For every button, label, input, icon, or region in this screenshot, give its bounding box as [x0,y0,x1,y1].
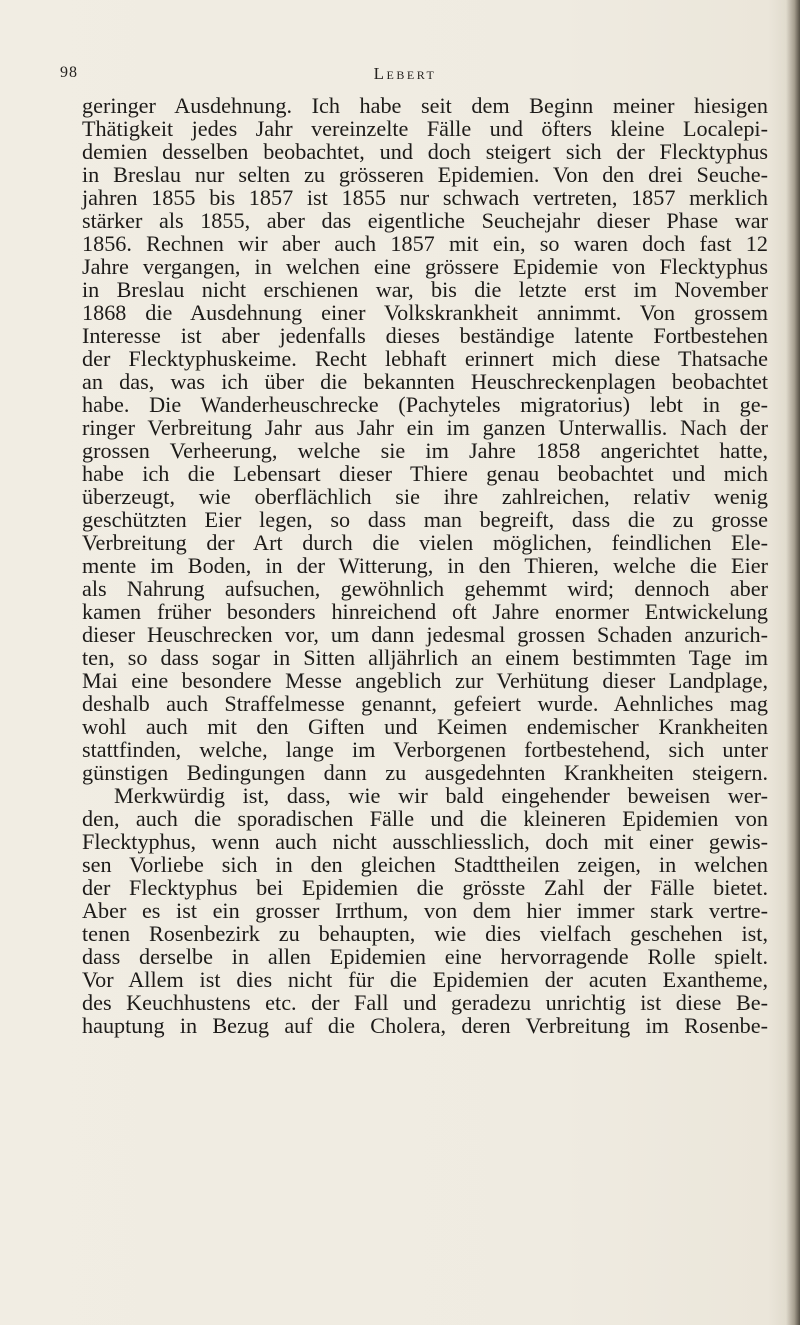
text-line: Flecktyphus, wenn auch nicht ausschliesslich, doch mit einer gewis- [82,829,768,854]
text-line: geschützten Eier legen, so dass man begreift, dass die zu grosse [82,507,768,532]
text-line: demien desselben beobachtet, und doch steigert sich der Flecktyphus [82,139,768,164]
page-header [60,64,750,88]
text-line: in Breslau nur selten zu grösseren Epidemien. Von den drei Seuche- [82,162,768,187]
text-line: tenen Rosenbezirk zu behaupten, wie dies vielfach geschehen ist, [82,921,768,946]
paragraph-first-line: Merkwürdig ist, dass, wie wir bald eingehender beweisen wer- [114,783,768,808]
text-line: an das, was ich über die bekannten Heuschreckenplagen beobachtet [82,369,768,394]
body-text [82,94,768,1037]
text-line: jahren 1855 bis 1857 ist 1855 nur schwach vertreten, 1857 merklich [82,185,768,210]
text-line: sen Vorliebe sich in den gleichen Stadttheilen zeigen, in welchen [82,852,768,877]
text-line: Interesse ist aber jedenfalls dieses beständige latente Fortbestehen [82,323,768,348]
text-line: dass derselbe in allen Epidemien eine hervorragende Rolle spielt. [82,944,768,969]
text-line: kamen früher besonders hinreichend oft Jahre enormer Entwickelung [82,599,768,624]
page-edge-shadow [786,0,800,1325]
text-line: 1868 die Ausdehnung einer Volkskrankheit annimmt. Von grossem [82,300,768,325]
text-line: grossen Verheerung, welche sie im Jahre 1858 angerichtet hatte, [82,438,768,463]
text-line: der Flecktyphus bei Epidemien die grösste Zahl der Fälle bietet. [82,875,768,900]
text-line: günstigen Bedingungen dann zu ausgedehnten Krankheiten steigern. [82,760,768,785]
text-line: Jahre vergangen, in welchen eine grössere Epidemie von Flecktyphus [82,254,768,279]
text-line: stattfinden, welche, lange im Verborgenen fortbestehend, sich unter [82,737,768,762]
text-line: der Flecktyphuskeime. Recht lebhaft erinnert mich diese Thatsache [82,346,768,371]
text-line: in Breslau nicht erschienen war, bis die letzte erst im November [82,277,768,302]
text-line: ten, so dass sogar in Sitten alljährlich an einem bestimmten Tage im [82,645,768,670]
text-line: dieser Heuschrecken vor, um dann jedesmal grossen Schaden anzurich- [82,622,768,647]
text-line: habe ich die Lebensart dieser Thiere genau beobachtet und mich [82,461,768,486]
text-line: des Keuchhustens etc. der Fall und geradezu unrichtig ist diese Be- [82,990,768,1015]
text-line: Thätigkeit jedes Jahr vereinzelte Fälle und öfters kleine Localepi- [82,116,768,141]
text-line: geringer Ausdehnung. Ich habe seit dem Beginn meiner hiesigen [82,93,768,118]
running-head: Lebert [373,64,437,83]
text-line: Aber es ist ein grosser Irrthum, von dem hier immer stark vertre- [82,898,768,923]
text-line: wohl auch mit den Giften und Keimen endemischer Krankheiten [82,714,768,739]
text-line: hauptung in Bezug auf die Cholera, deren Verbreitung im Rosenbe- [82,1013,768,1038]
text-line: habe. Die Wanderheuschrecke (Pachyteles migratorius) lebt in ge- [82,392,768,417]
text-line: mente im Boden, in der Witterung, in den Thieren, welche die Eier [82,553,768,578]
text-line: ringer Verbreitung Jahr aus Jahr ein im ganzen Unterwallis. Nach der [82,415,768,440]
text-line: 1856. Rechnen wir aber auch 1857 mit ein, so waren doch fast 12 [82,231,768,256]
text-line: stärker als 1855, aber das eigentliche Seuchejahr dieser Phase war [82,208,768,233]
text-line: Verbreitung der Art durch die vielen möglichen, feindlichen Ele- [82,530,768,555]
text-line: den, auch die sporadischen Fälle und die kleineren Epidemien von [82,806,768,831]
text-line: deshalb auch Straffelmesse genannt, gefeiert wurde. Aehnliches mag [82,691,768,716]
text-line: als Nahrung aufsuchen, gewöhnlich gehemmt wird; dennoch aber [82,576,768,601]
text-line: Vor Allem ist dies nicht für die Epidemien der acuten Exantheme, [82,967,768,992]
text-line: überzeugt, wie oberflächlich sie ihre zahlreichen, relativ wenig [82,484,768,509]
text-line: Mai eine besondere Messe angeblich zur Verhütung dieser Landplage, [82,668,768,693]
page-number: 98 [60,64,78,81]
